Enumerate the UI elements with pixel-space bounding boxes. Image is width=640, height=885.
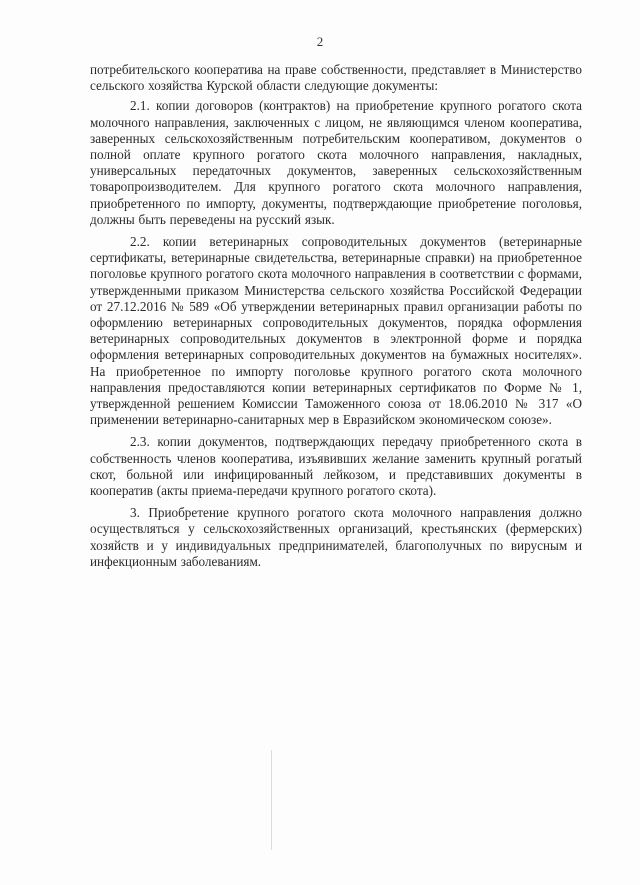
paragraph-3: 3. Приобретение крупного рогатого скота молочного направления должно осуществляться у сельскохозяйственных организаций, крестьянских (фермерских) хозяйств и у индивидуальных предпринимателей, благополучных по вирусным и инфекционным заболеваниям. xyxy=(90,505,582,569)
paragraph-2-2: 2.2. копии ветеринарных сопроводительных документов (ветеринарные сертификаты, ветеринарные свидетельства, ветеринарные справки) на приобретенное поголовье крупного рогатого скота молочного направления в соответствии с формами, утвержденными приказом Министерства сельского хозяйства Российской Федерации от 27.12.2016 № 589 «Об утверждении ветеринарных правил организации работы по оформлению ветеринарных сопроводительных документов, порядка оформления ветеринарных сопроводительных документов в электронной форме и порядка оформления ветеринарных сопроводительных документов на бумажных носителях». На приобретенное по импорту поголовье крупного рогатого скота молочного направления предоставляются копии ветеринарных сертификатов по Форме № 1, утвержденной решением Комиссии Таможенного союза от 18.06.2010 № 317 «О применении ветеринарно-санитарных мер в Евразийском экономическом союзе». xyxy=(90,234,582,428)
page-number: 2 xyxy=(316,34,324,49)
scan-artifact-line xyxy=(271,750,272,850)
paragraph-2-3: 2.3. копии документов, подтверждающих передачу приобретенного скота в собственность членов кооператива, изъявивших желание заменить крупный рогатый скот, больной или инфицированный лейкозом, и представивших документы в кооператив (акты приема-передачи крупного рогатого скота). xyxy=(90,434,582,499)
document-body xyxy=(90,62,582,576)
paragraph-intro: потребительского кооператива на праве собственности, представляет в Министерство сельского хозяйства Курской области следующие документы: xyxy=(90,62,582,94)
paragraph-2-1: 2.1. копии договоров (контрактов) на приобретение крупного рогатого скота молочного направления, заключенных с лицом, не являющимся членом кооператива, заверенных сельскохозяйственным потребительским кооперативом, документов о полной оплате крупного рогатого скота молочного направления, накладных, универсальных передаточных документов, заверенных сельскохозяйственным товаропроизводителем. Для крупного рогатого скота молочного направления, приобретенного по импорту, документы, подтверждающие приобретение поголовья, должны быть переведены на русский язык. xyxy=(90,98,582,227)
